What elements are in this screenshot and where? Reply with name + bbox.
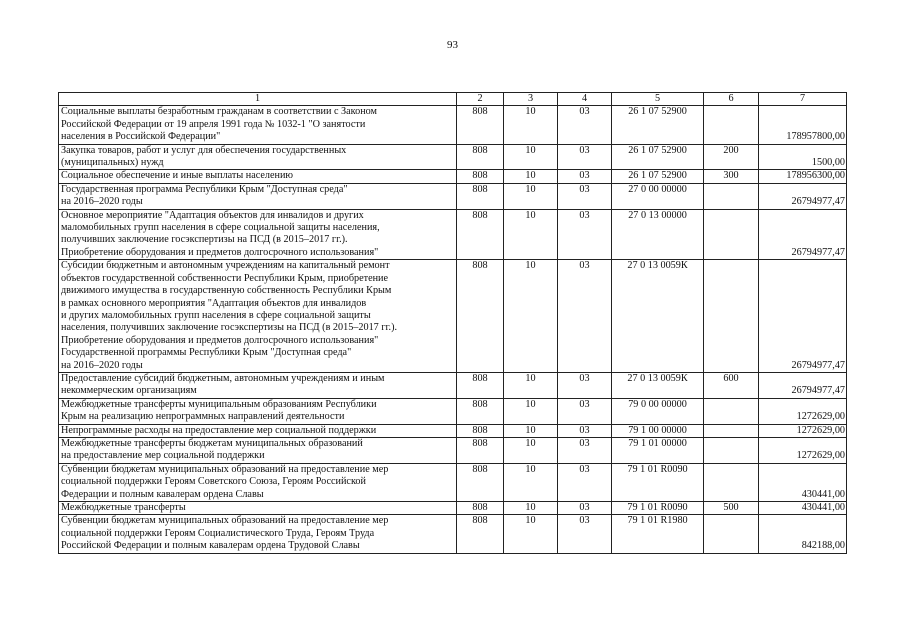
row-target-article-cell: 27 0 00 00000	[612, 183, 704, 209]
row-name-cell: Межбюджетные трансферты бюджетам муниципальных образований на предоставление мер социальной поддержки	[59, 437, 457, 463]
row-amount-cell: 1272629,00	[759, 437, 847, 463]
row-expense-type-cell: 200	[704, 144, 759, 170]
row-name-cell: Межбюджетные трансферты	[59, 502, 457, 515]
row-section-cell: 10	[504, 424, 558, 437]
table-row	[59, 372, 847, 398]
row-amount-cell: 26794977,47	[759, 260, 847, 373]
header-cell: 3	[504, 93, 558, 106]
row-section-cell: 10	[504, 437, 558, 463]
row-amount-cell: 1272629,00	[759, 424, 847, 437]
row-name-cell: Субсидии бюджетным и автономным учреждениям на капитальный ремонт объектов государственной собственности Республики Крым, приобретение движимого имущества в государственную собственность Республики Крым в рамках основного мероприятия "Адаптация объектов для инвалидов и других маломобильных групп населения в сфере социальной защиты населения, получивших заключение госэкспертизы на ПСД (в 2015–2017 гг.). Приобретение оборудования и предметов долгосрочного использования" Государственной программы Республики Крым "Доступная среда" на 2016–2020 годы	[59, 260, 457, 373]
row-code-cell: 808	[457, 372, 504, 398]
row-expense-type-cell: 500	[704, 502, 759, 515]
row-expense-type-cell	[704, 183, 759, 209]
header-cell: 2	[457, 93, 504, 106]
row-code-cell: 808	[457, 144, 504, 170]
table-row	[59, 170, 847, 183]
row-name-cell: Предоставление субсидий бюджетным, автономным учреждениям и иным некоммерческим организациям	[59, 372, 457, 398]
row-expense-type-cell	[704, 260, 759, 373]
row-name-cell: Социальное обеспечение и иные выплаты населению	[59, 170, 457, 183]
table-row	[59, 106, 847, 144]
row-expense-type-cell	[704, 437, 759, 463]
row-expense-type-cell: 300	[704, 170, 759, 183]
table-row	[59, 398, 847, 424]
row-subsection-cell: 03	[558, 106, 612, 144]
row-expense-type-cell	[704, 106, 759, 144]
page-number: 93	[447, 39, 458, 51]
row-target-article-cell: 79 1 00 00000	[612, 424, 704, 437]
row-code-cell: 808	[457, 502, 504, 515]
row-target-article-cell: 79 1 01 R0090	[612, 463, 704, 501]
row-subsection-cell: 03	[558, 437, 612, 463]
row-section-cell: 10	[504, 372, 558, 398]
row-section-cell: 10	[504, 502, 558, 515]
row-name-cell: Межбюджетные трансферты муниципальным образованиям Республики Крым на реализацию непрограммных направлений деятельности	[59, 398, 457, 424]
row-code-cell: 808	[457, 170, 504, 183]
header-cell: 4	[558, 93, 612, 106]
row-section-cell: 10	[504, 183, 558, 209]
row-amount-cell: 1272629,00	[759, 398, 847, 424]
row-subsection-cell: 03	[558, 260, 612, 373]
row-target-article-cell: 79 1 01 00000	[612, 437, 704, 463]
row-name-cell: Закупка товаров, работ и услуг для обеспечения государственных (муниципальных) нужд	[59, 144, 457, 170]
row-code-cell: 808	[457, 515, 504, 553]
header-cell: 7	[759, 93, 847, 106]
row-expense-type-cell	[704, 515, 759, 553]
row-subsection-cell: 03	[558, 372, 612, 398]
row-name-cell: Непрограммные расходы на предоставление мер социальной поддержки	[59, 424, 457, 437]
table-row	[59, 502, 847, 515]
row-target-article-cell: 79 1 01 R0090	[612, 502, 704, 515]
row-expense-type-cell	[704, 463, 759, 501]
row-target-article-cell: 27 0 13 00000	[612, 209, 704, 260]
row-subsection-cell: 03	[558, 209, 612, 260]
row-target-article-cell: 26 1 07 52900	[612, 106, 704, 144]
row-expense-type-cell: 600	[704, 372, 759, 398]
row-code-cell: 808	[457, 209, 504, 260]
row-subsection-cell: 03	[558, 170, 612, 183]
row-section-cell: 10	[504, 463, 558, 501]
row-amount-cell: 26794977,47	[759, 183, 847, 209]
row-name-cell: Субвенции бюджетам муниципальных образований на предоставление мер социальной поддержки Героям Советского Союза, Героям Российской Федерации и полным кавалерам ордена Славы	[59, 463, 457, 501]
table-row	[59, 463, 847, 501]
row-amount-cell: 430441,00	[759, 463, 847, 501]
row-subsection-cell: 03	[558, 398, 612, 424]
table-row	[59, 515, 847, 553]
row-section-cell: 10	[504, 260, 558, 373]
row-name-cell: Основное мероприятие "Адаптация объектов для инвалидов и других маломобильных групп населения в сфере социальной защиты населения, получивших заключение госэкспертизы на ПСД (в 2015–2017 гг.). Приобретение оборудования и предметов долгосрочного использования"	[59, 209, 457, 260]
row-subsection-cell: 03	[558, 144, 612, 170]
row-expense-type-cell	[704, 424, 759, 437]
row-section-cell: 10	[504, 144, 558, 170]
row-subsection-cell: 03	[558, 515, 612, 553]
row-name-cell: Субвенции бюджетам муниципальных образований на предоставление мер социальной поддержки Героям Социалистического Труда, Героям Труда Российской Федерации и полным кавалерам ордена Трудовой Славы	[59, 515, 457, 553]
header-cell: 6	[704, 93, 759, 106]
row-code-cell: 808	[457, 437, 504, 463]
table-row	[59, 437, 847, 463]
table-row	[59, 209, 847, 260]
row-amount-cell: 842188,00	[759, 515, 847, 553]
row-section-cell: 10	[504, 515, 558, 553]
header-row	[59, 93, 847, 106]
row-amount-cell: 178957800,00	[759, 106, 847, 144]
row-target-article-cell: 79 1 01 R1980	[612, 515, 704, 553]
row-target-article-cell: 26 1 07 52900	[612, 144, 704, 170]
row-section-cell: 10	[504, 106, 558, 144]
table-row	[59, 183, 847, 209]
row-name-cell: Государственная программа Республики Крым "Доступная среда" на 2016–2020 годы	[59, 183, 457, 209]
row-code-cell: 808	[457, 260, 504, 373]
row-target-article-cell: 27 0 13 0059К	[612, 372, 704, 398]
row-code-cell: 808	[457, 106, 504, 144]
row-expense-type-cell	[704, 398, 759, 424]
row-section-cell: 10	[504, 398, 558, 424]
row-amount-cell: 26794977,47	[759, 372, 847, 398]
row-target-article-cell: 79 0 00 00000	[612, 398, 704, 424]
row-subsection-cell: 03	[558, 183, 612, 209]
budget-table	[58, 92, 847, 554]
table-row	[59, 424, 847, 437]
table-row	[59, 144, 847, 170]
header-cell: 1	[59, 93, 457, 106]
row-code-cell: 808	[457, 463, 504, 501]
row-expense-type-cell	[704, 209, 759, 260]
row-subsection-cell: 03	[558, 463, 612, 501]
table-row	[59, 260, 847, 373]
row-code-cell: 808	[457, 398, 504, 424]
row-target-article-cell: 27 0 13 0059К	[612, 260, 704, 373]
row-section-cell: 10	[504, 170, 558, 183]
row-amount-cell: 430441,00	[759, 502, 847, 515]
row-amount-cell: 178956300,00	[759, 170, 847, 183]
header-cell: 5	[612, 93, 704, 106]
row-name-cell: Социальные выплаты безработным гражданам в соответствии с Законом Российской Федерации от 19 апреля 1991 года № 1032-1 "О занятости населения в Российской Федерации"	[59, 106, 457, 144]
row-target-article-cell: 26 1 07 52900	[612, 170, 704, 183]
row-subsection-cell: 03	[558, 424, 612, 437]
row-section-cell: 10	[504, 209, 558, 260]
row-code-cell: 808	[457, 183, 504, 209]
row-code-cell: 808	[457, 424, 504, 437]
row-subsection-cell: 03	[558, 502, 612, 515]
row-amount-cell: 1500,00	[759, 144, 847, 170]
row-amount-cell: 26794977,47	[759, 209, 847, 260]
